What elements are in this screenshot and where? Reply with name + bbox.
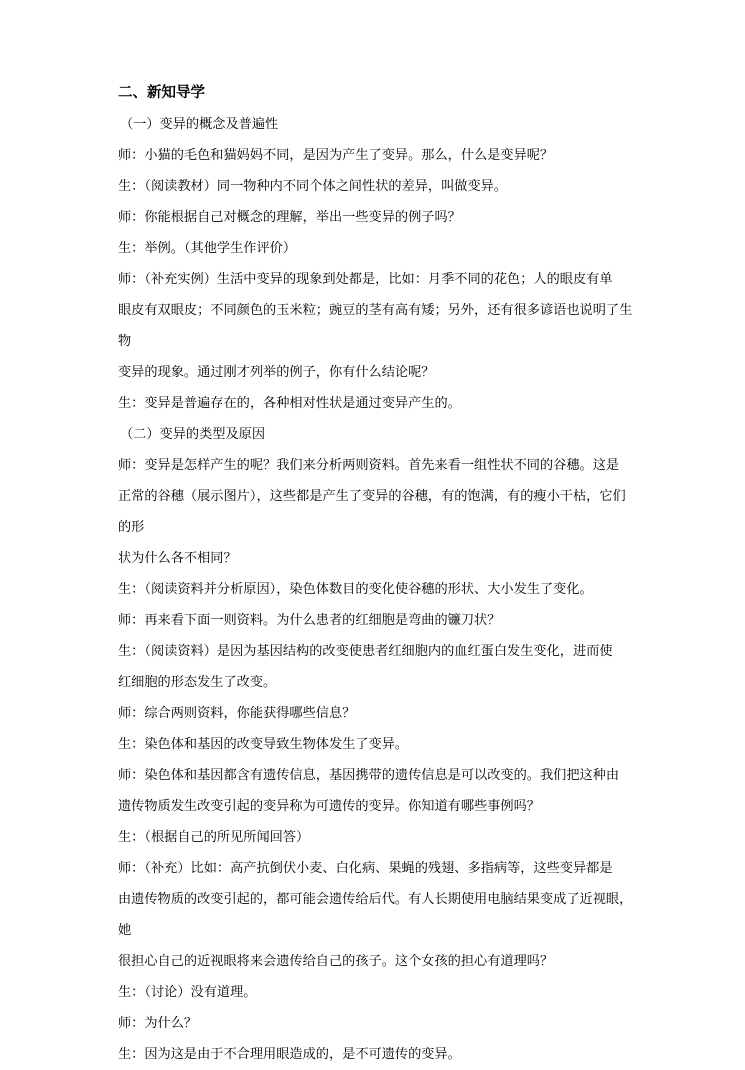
student-line: 生：因为这是由于不合理用眼造成的，是不可遗传的变异。 <box>118 1047 461 1062</box>
paragraph-line: 师：（补充）比如：高产抗倒伏小麦、白化病、果蝇的残翅、多指病等，这些变异都是 <box>118 861 613 876</box>
paragraph-line: 师：变异是怎样产生的呢？我们来分析两则资料。首先来看一组性状不同的谷穗。这是 <box>118 458 620 473</box>
paragraph-line: 师：染色体和基因都含有遗传信息，基因携带的遗传信息是可以改变的。我们把这种由 <box>118 768 620 783</box>
paragraph-line: 状为什么各不相同？ <box>118 551 237 566</box>
student-paragraph <box>118 636 638 698</box>
paragraph-line: 红细胞的形态发生了改变。 <box>118 675 277 690</box>
subsection-heading-1: （一）变异的概念及普遍性 <box>120 117 279 132</box>
teacher-line: 师：小猫的毛色和猫妈妈不同，是因为产生了变异。那么，什么是变异呢？ <box>118 148 554 163</box>
teacher-line: 师：再来看下面一则资料。为什么患者的红细胞是弯曲的镰刀状？ <box>118 613 501 628</box>
teacher-paragraph <box>118 450 638 574</box>
paragraph-line: 由遗传物质的改变引起的，都可能会遗传给后代。有人长期使用电脑结果变成了近视眼，她 <box>118 892 633 938</box>
subsection-heading-2: （二）变异的类型及原因 <box>120 427 266 442</box>
student-line: 生：（阅读教材）同一物种内不同个体之间性状的差异，叫做变异。 <box>118 179 508 194</box>
student-line: 生：（讨论）没有道理。 <box>118 985 257 1000</box>
student-line: 生：（阅读资料并分析原因），染色体数目的变化使谷穗的形状、大小发生了变化。 <box>118 582 593 597</box>
teacher-paragraph <box>118 760 638 822</box>
paragraph-line: 变异的现象。通过刚才列举的例子，你有什么结论呢？ <box>118 365 435 380</box>
paragraph-line: 师：（补充实例）生活中变异的现象到处都是，比如：月季不同的花色；人的眼皮有单 <box>118 272 613 287</box>
student-line: 生：染色体和基因的改变导致生物体发生了变异。 <box>118 737 409 752</box>
paragraph-line: 遗传物质发生改变引起的变异称为可遗传的变异。你知道有哪些事例吗？ <box>118 799 540 814</box>
student-line: 生：举例。（其他学生作评价） <box>118 241 297 256</box>
teacher-paragraph <box>118 853 638 977</box>
section-title: 二、新知导学 <box>118 85 205 101</box>
teacher-line: 师：为什么？ <box>118 1016 198 1031</box>
paragraph-line: 正常的谷穗（展示图片），这些都是产生了变异的谷穗，有的饱满，有的瘦小干枯，它们的形 <box>118 489 626 535</box>
paragraph-line: 生：（阅读资料）是因为基因结构的改变使患者红细胞内的血红蛋白发生变化，进而使 <box>118 644 613 659</box>
paragraph-line: 很担心自己的近视眼将来会遗传给自己的孩子。这个女孩的担心有道理吗？ <box>118 954 554 969</box>
teacher-paragraph <box>118 264 638 388</box>
student-line: 生：变异是普遍存在的，各种相对性状是通过变异产生的。 <box>118 396 461 411</box>
document-content <box>118 78 638 1070</box>
teacher-line: 师：你能根据自己对概念的理解，举出一些变异的例子吗？ <box>118 210 461 225</box>
paragraph-line: 眼皮有双眼皮；不同颜色的玉米粒；豌豆的茎有高有矮；另外，还有很多谚语也说明了生物 <box>118 303 633 349</box>
student-line: 生：（根据自己的所见所闻回答） <box>118 830 310 845</box>
teacher-line: 师：综合两则资料，你能获得哪些信息？ <box>118 706 356 721</box>
